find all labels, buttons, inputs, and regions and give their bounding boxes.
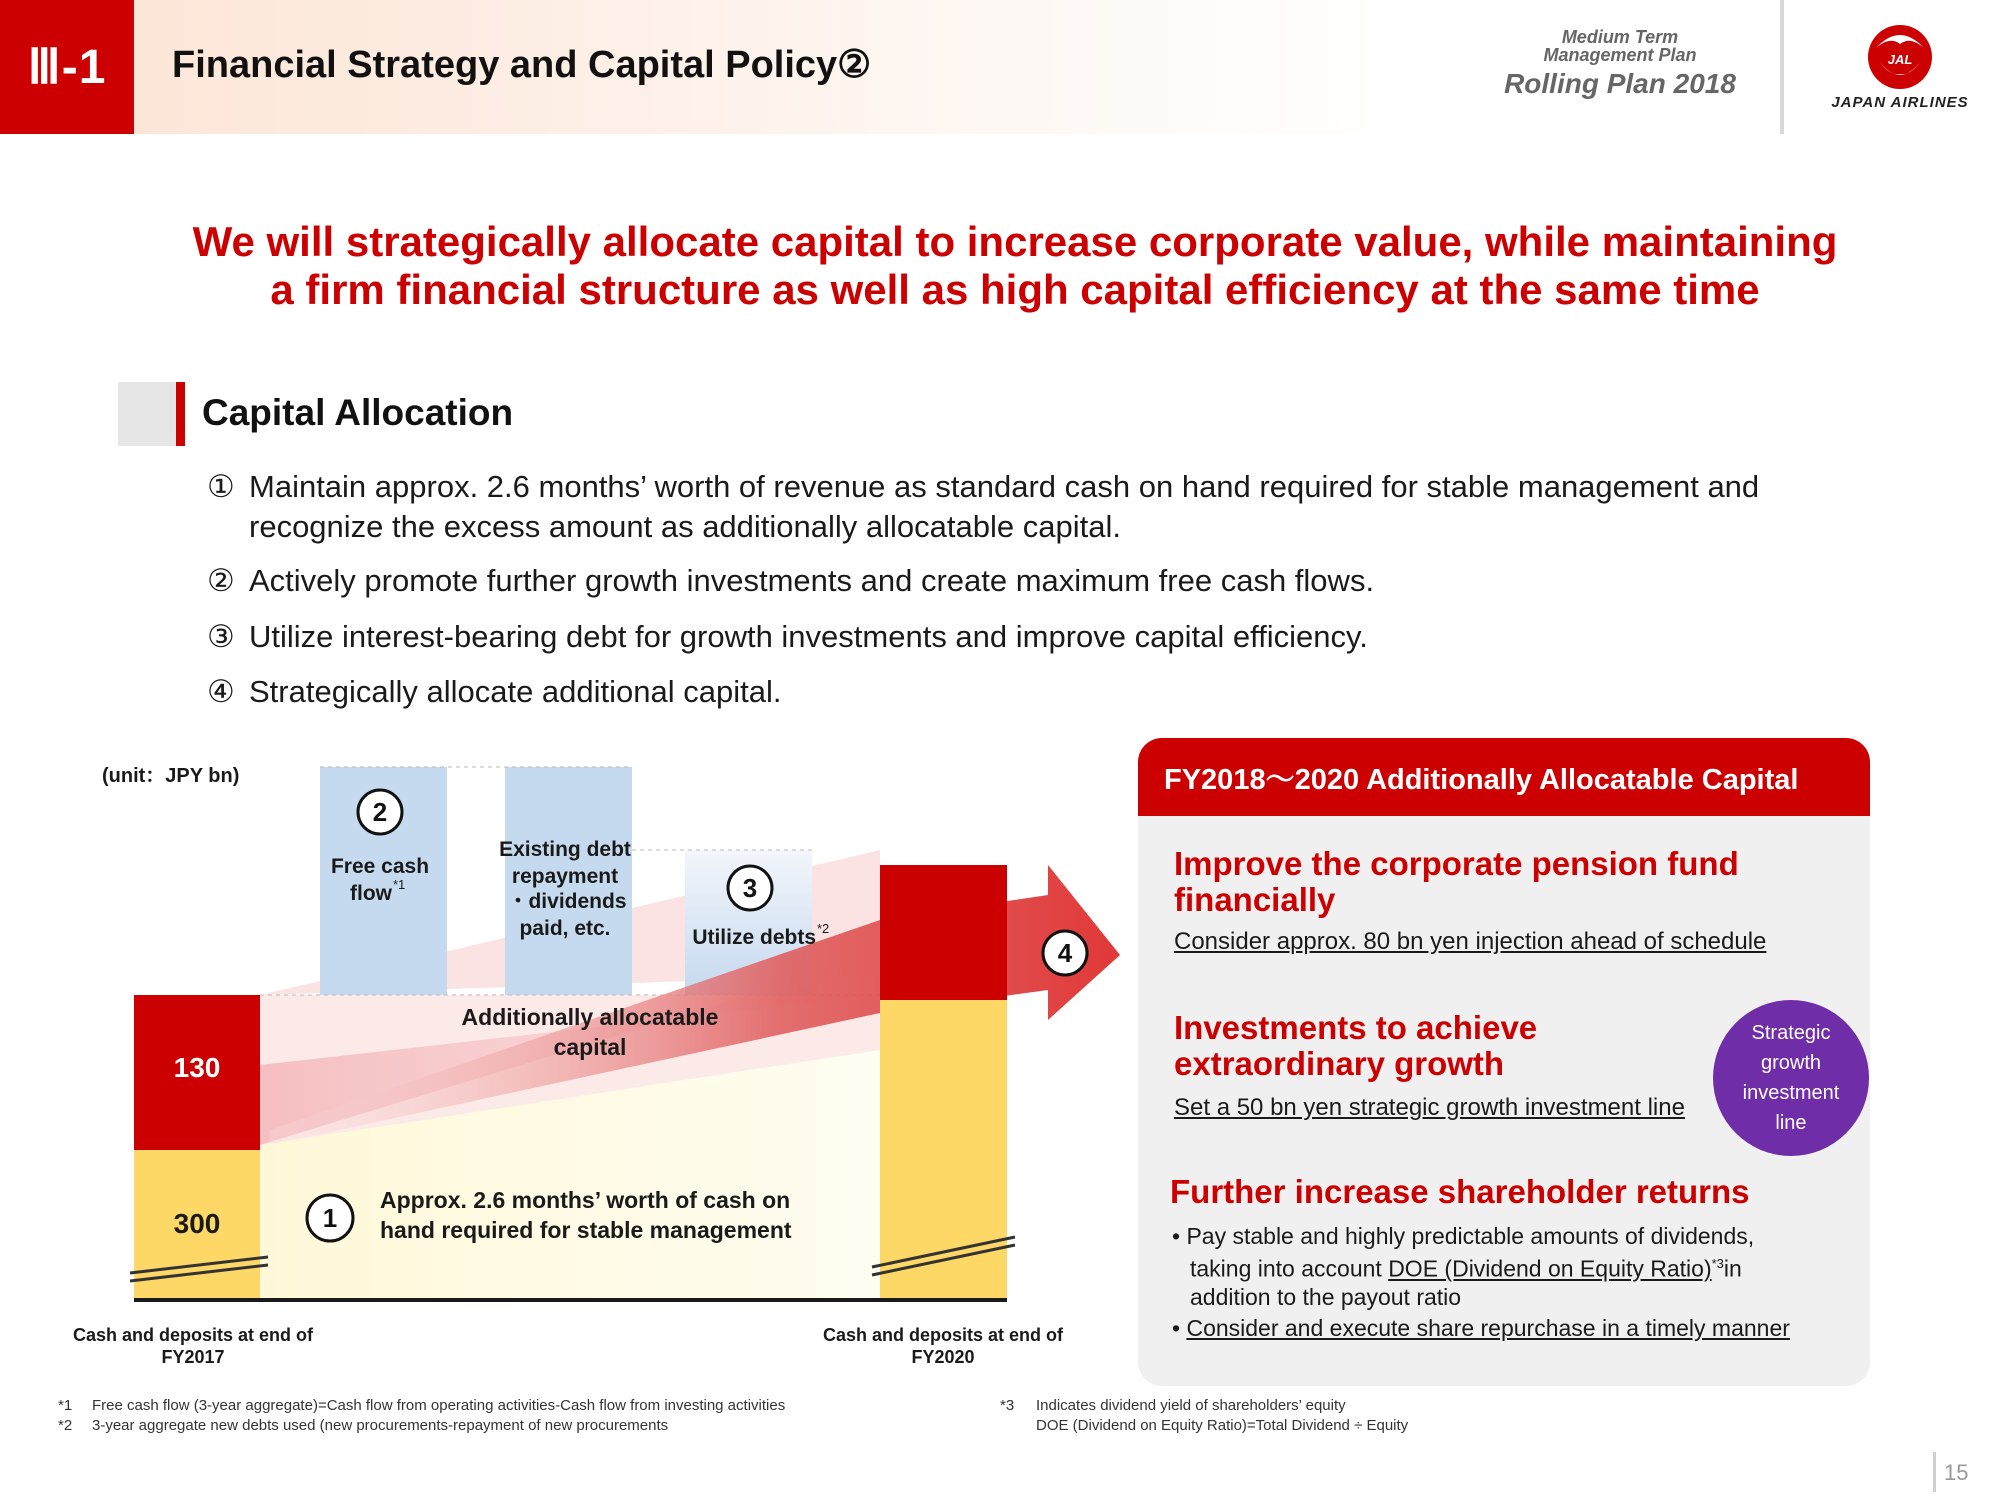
logo-mark-text: JAL: [1887, 52, 1913, 67]
point-2: [207, 561, 1887, 601]
bullet-repurchase: [1172, 1314, 1862, 1342]
footnote-2-text: 3-year aggregate new debts used (new procurements-repayment of new procurements: [92, 1417, 669, 1434]
point-text: Maintain approx. 2.6 months’ worth of revenue as standard cash on hand required for stable management and: [249, 469, 1760, 504]
fcf-number: 2: [372, 797, 388, 827]
page-number: 15: [1944, 1460, 1969, 1485]
slide-title: Financial Strategy and Capital Policy②: [172, 44, 872, 86]
bullet1-line-b-pre: taking into account: [1190, 1255, 1389, 1282]
debt-label-1: Existing debt: [499, 838, 631, 861]
footnote-2-mark: *2: [58, 1417, 73, 1434]
debt-label-3: ・dividends: [507, 890, 627, 913]
item1-title-line2: financially: [1174, 881, 1336, 918]
footnote-1-mark: *1: [58, 1397, 73, 1414]
item1-subtitle: Consider approx. 80 bn yen injection ahead of schedule: [1174, 928, 1767, 955]
cash-number: 1: [322, 1203, 338, 1233]
left-axis-label-1: Cash and deposits at end of: [72, 1325, 314, 1345]
point-1: [207, 467, 1887, 547]
right-axis-label-1: Cash and deposits at end of: [822, 1325, 1064, 1345]
footnote-3-text-a: Indicates dividend yield of shareholders’ equity: [1036, 1397, 1346, 1414]
badge-line2: growth: [1760, 1052, 1822, 1074]
doe-link: DOE (Dividend on Equity Ratio): [1388, 1255, 1712, 1282]
point-number: ②: [207, 563, 235, 598]
headline: [100, 218, 1930, 314]
footnote-3-text-b: DOE (Dividend on Equity Ratio)=Total Dividend ÷ Equity: [1036, 1417, 1409, 1434]
point-3: [207, 617, 1887, 657]
bullet2-text: Consider and execute share repurchase in a timely manner: [1186, 1315, 1790, 1341]
plan-line2: Management Plan: [1543, 45, 1697, 65]
point-number: ③: [207, 619, 235, 654]
value-300: 300: [173, 1208, 221, 1239]
bullet1-line-a: Pay stable and highly predictable amounts of dividends,: [1186, 1223, 1755, 1249]
debt-label-2: repayment: [511, 865, 619, 888]
item2-title-line2: extraordinary growth: [1174, 1045, 1505, 1082]
footnote-3-mark: *3: [1000, 1397, 1015, 1414]
section-number: Ⅲ-1: [27, 41, 107, 94]
footnote-1-text: Free cash flow (3-year aggregate)=Cash flow from operating activities-Cash flow from investing activities: [92, 1397, 786, 1414]
allocatable-label-2: capital: [553, 1034, 627, 1060]
allocatable-label-1: Additionally allocatable: [461, 1004, 719, 1030]
section-heading: Capital Allocation: [202, 392, 514, 433]
point-text-cont: recognize the excess amount as additionally allocatable capital.: [249, 509, 1121, 544]
badge-line3: investment: [1742, 1082, 1840, 1104]
fy2020-red-segment: [880, 865, 1007, 1000]
bullet-dot: •: [1172, 1223, 1187, 1249]
doe-sup: *3: [1711, 1256, 1724, 1271]
plan-line1: Medium Term: [1561, 27, 1679, 47]
bullet1-line-c: addition to the payout ratio: [1190, 1283, 1462, 1310]
plan-label: [1470, 28, 1770, 104]
bullet-dividends: [1172, 1222, 1852, 1311]
section-heading-accent: [176, 382, 185, 446]
bullet1-line-b-post: in: [1723, 1255, 1742, 1282]
badge-line4: line: [1775, 1112, 1807, 1134]
footnote-1: [58, 1396, 785, 1416]
plan-line3: Rolling Plan 2018: [1504, 68, 1736, 99]
point-4: [207, 672, 1887, 712]
panel-title: FY2018～2020 Additionally Allocatable Capital: [1138, 738, 1870, 816]
fcf-label-1: Free cash: [330, 855, 430, 878]
headline-line2: a firm financial structure as well as high capital efficiency at the same time: [270, 266, 1760, 313]
section-number-badge: [0, 0, 134, 134]
strategic-growth-badge: [1713, 1000, 1869, 1156]
footnote-3: [1000, 1396, 1408, 1436]
point-text: Utilize interest-bearing debt for growth investments and improve capital efficiency.: [249, 619, 1368, 654]
jal-logo: [1810, 22, 1990, 117]
header-divider: [1780, 0, 1784, 134]
point-number: ④: [207, 674, 235, 709]
bullet-dot: •: [1172, 1315, 1187, 1341]
item2-title: [1174, 1010, 1537, 1082]
utilize-number: 3: [742, 873, 758, 903]
cash-label-2: hand required for stable management: [380, 1217, 792, 1243]
arrow-number: 4: [1057, 938, 1073, 968]
point-text: Strategically allocate additional capital.: [249, 674, 782, 709]
capital-allocation-diagram: [40, 735, 1140, 1415]
fcf-sup: *1: [393, 877, 406, 892]
unit-label: (unit：JPY bn): [102, 765, 240, 787]
item1-title-line1: Improve the corporate pension fund: [1174, 845, 1739, 882]
page-number-divider: [1933, 1452, 1936, 1492]
headline-line1: We will strategically allocate capital to increase corporate value, while maintaining: [192, 218, 1838, 265]
badge-line1: Strategic: [1751, 1022, 1831, 1044]
item2-subtitle: Set a 50 bn yen strategic growth investment line: [1174, 1094, 1685, 1121]
right-axis-label-2: FY2020: [911, 1347, 975, 1367]
cash-label-1: Approx. 2.6 months’ worth of cash on: [380, 1187, 791, 1213]
section-heading-marker: [118, 382, 176, 446]
fcf-label-2: flow: [350, 882, 392, 905]
point-text: Actively promote further growth investments and create maximum free cash flows.: [249, 563, 1375, 598]
logo-text: JAPAN AIRLINES: [1831, 94, 1969, 111]
fy2020-yellow-segment: [880, 1000, 1007, 1300]
value-130: 130: [173, 1052, 221, 1083]
left-axis-label-2: FY2017: [161, 1347, 225, 1367]
footnote-2: [58, 1416, 668, 1436]
crane-logo-icon: [1810, 22, 1990, 92]
utilize-label: Utilize debts: [692, 926, 816, 949]
item3-title: Further increase shareholder returns: [1170, 1173, 1750, 1210]
item2-title-line1: Investments to achieve: [1174, 1009, 1538, 1046]
debt-label-4: paid, etc.: [519, 917, 611, 940]
utilize-sup: *2: [817, 921, 830, 936]
item1-title: [1174, 846, 1739, 918]
point-number: ①: [207, 469, 235, 504]
